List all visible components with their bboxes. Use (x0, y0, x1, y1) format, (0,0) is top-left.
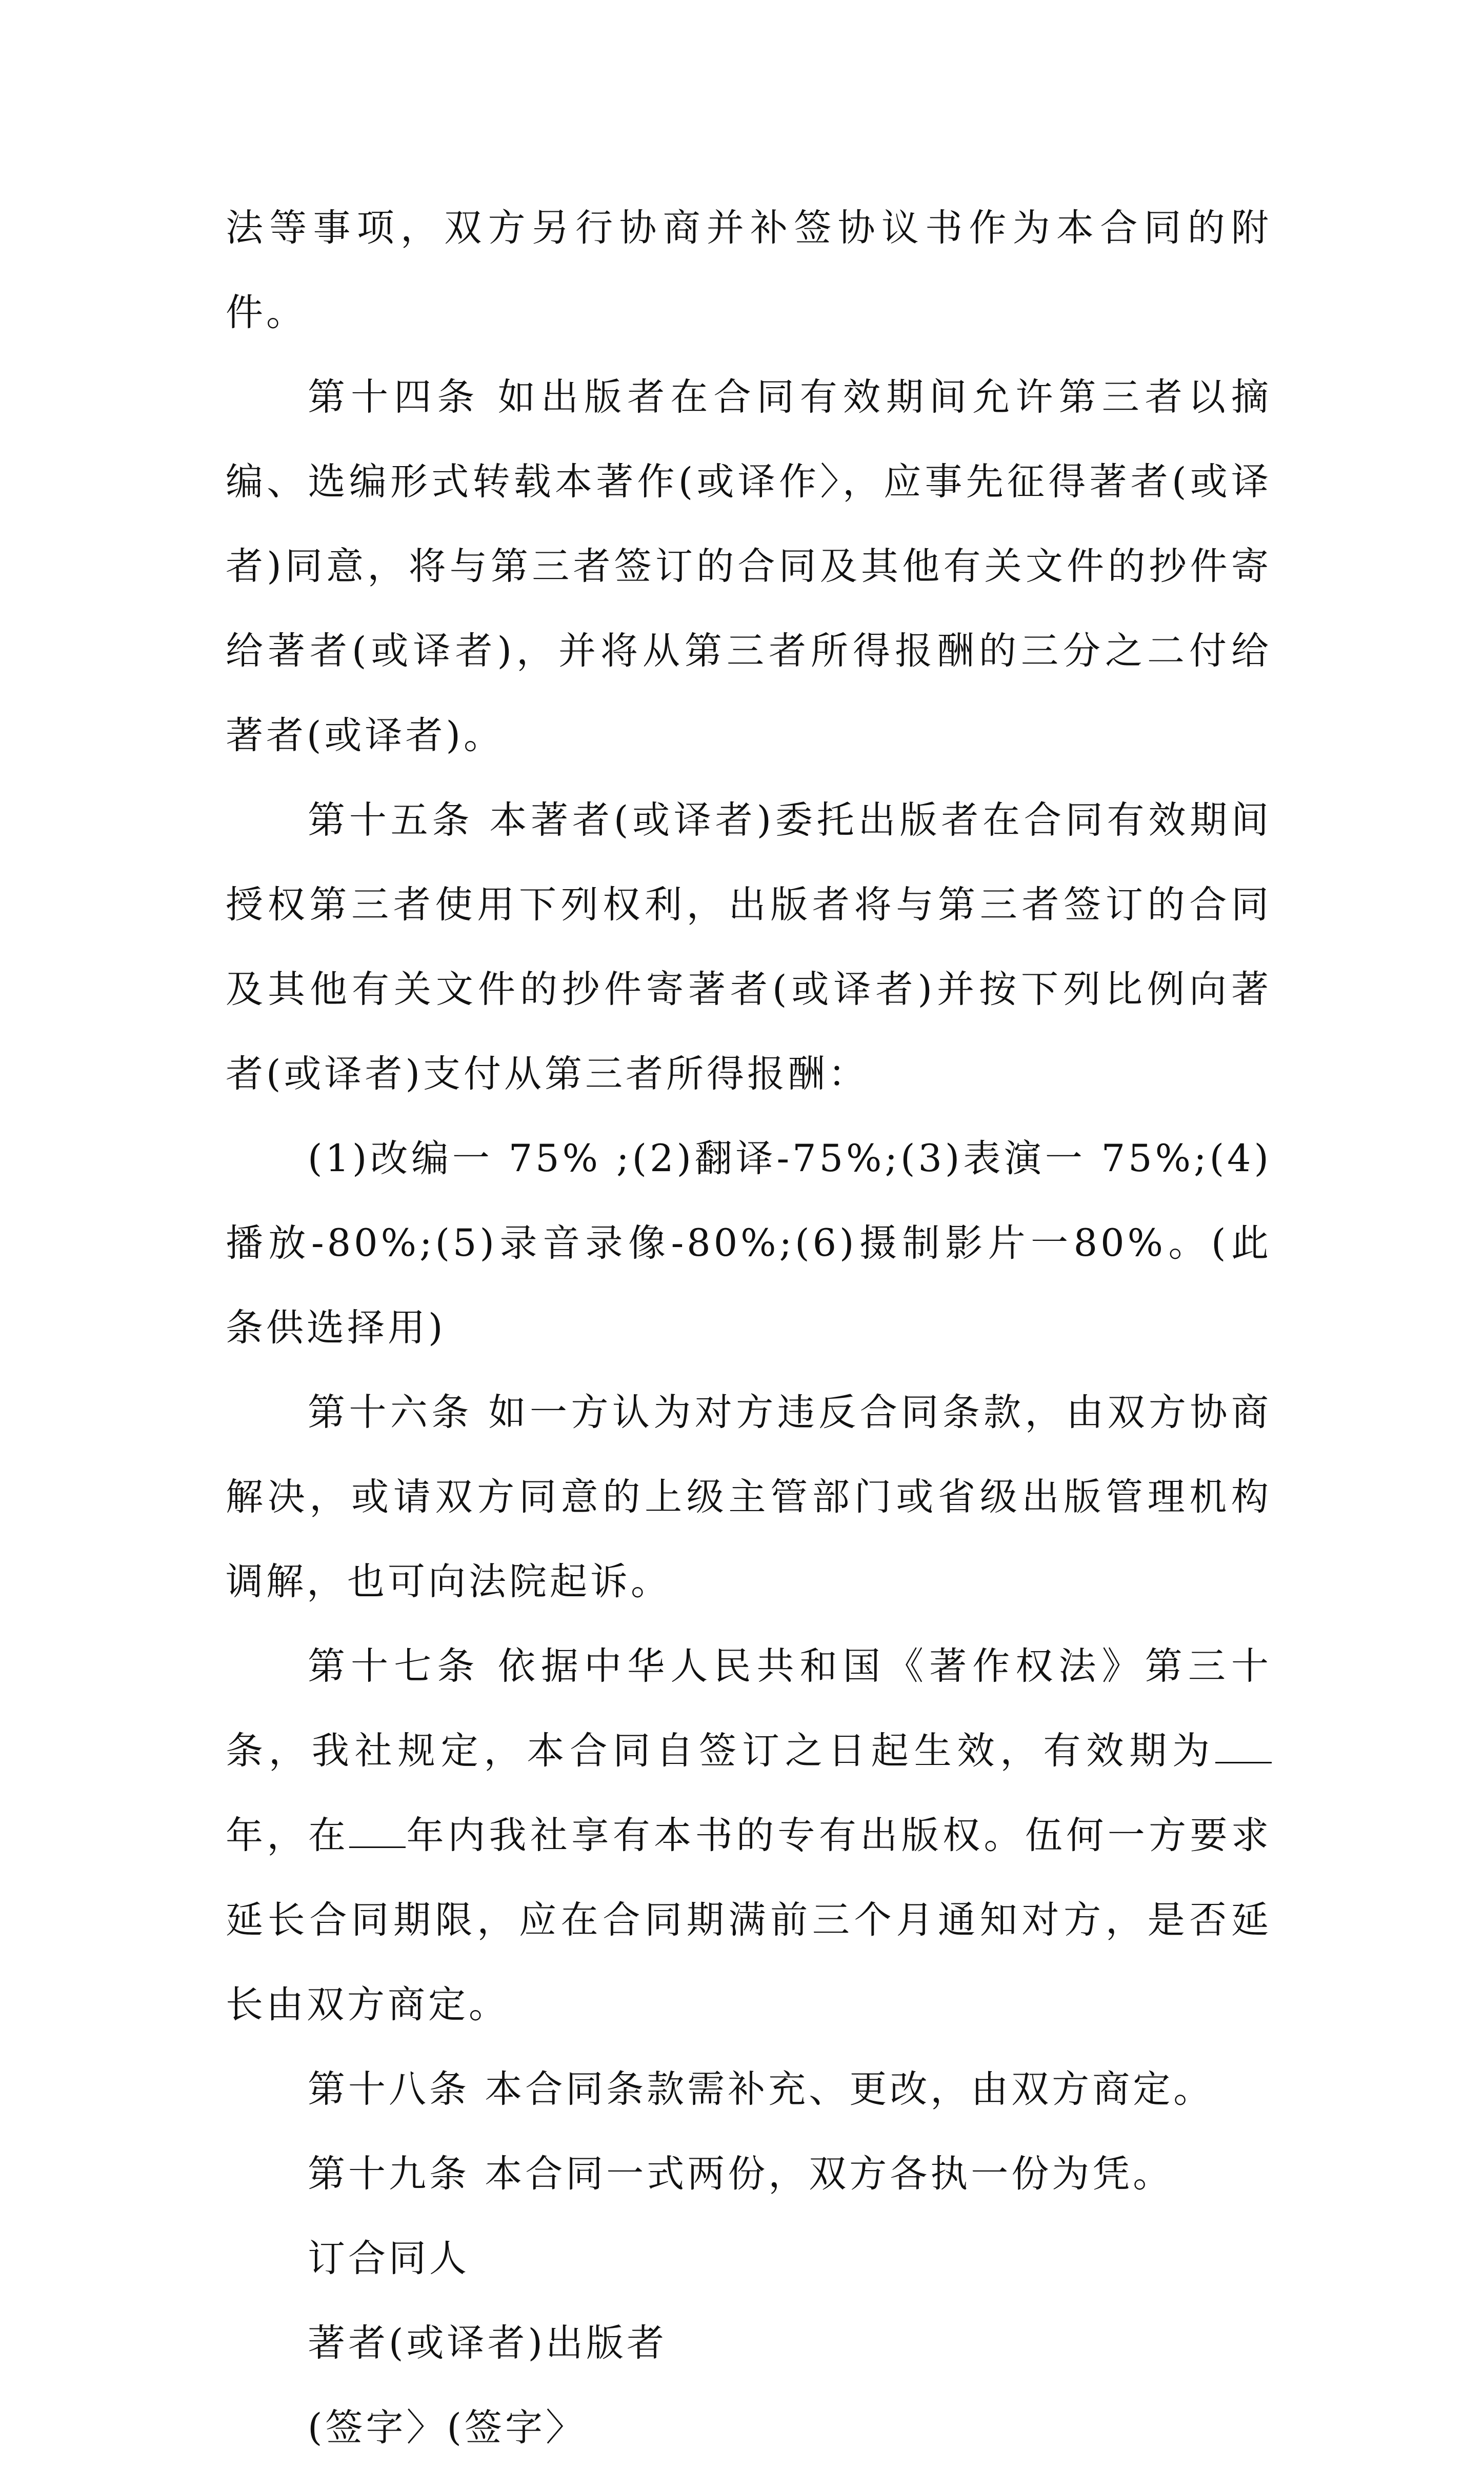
exclusive-years-blank (349, 1816, 406, 1848)
paragraph-article-14: 第十四条 如出版者在合同有效期间允许第三者以摘编、选编形式转载本著作(或译作〉，应事先征得著者(或译者)同意，将与第三者签订的合同及其他有关文件的抄件寄给著者(或译者)，并将从第三者所得报酬的三分之二付给著者(或译者)。 (226, 375, 1272, 757)
signatories-parties: 著者(或译者)出版者 (308, 2321, 667, 2365)
signatories-heading: 订合同人 (308, 2237, 470, 2280)
paragraph-article-15: 第十五条 本著者(或译者)委托出版者在合同有效期间授权第三者使用下列权利，出版者将与第三者签订的合同及其他有关文件的抄件寄著者(或译者)并按下列比例向著者(或译者)支付从第三者所得报酬： (226, 798, 1272, 1096)
contract-body (226, 186, 1272, 2470)
signature-labels: (签字〉(签字〉 (308, 2406, 586, 2449)
paragraph-article-17 (226, 1624, 1272, 2047)
article-17-text-part2: 年，在 (226, 1814, 350, 1857)
paragraph-article-19: 第十九条 本合同一式两份，双方各执一份为凭。 (308, 2152, 1174, 2196)
paragraph-royalty-rates: (1)改编一 75% ;(2)翻译-75%;(3)表演一 75%;(4)播放-80%;(5)录音录像-80%;(6)摄制影片一80%。(此条供选择用) (226, 1137, 1272, 1350)
paragraph-attachment-clause: 法等事项，双方另行协商并补签协议书作为本合同的附件。 (226, 206, 1272, 334)
article-17-text-part1: 第十七条 依据中华人民共和国《著作权法》第三十条，我社规定，本合同自签订之日起生效，有效期为 (226, 1644, 1272, 1773)
article-17-text-part3: 年内我社享有本书的专有出版权。伍何一方要求延长合同期限，应在合同期满前三个月通知对方，是否延长由双方商定。 (226, 1814, 1272, 2026)
validity-years-blank (1215, 1731, 1272, 1763)
paragraph-article-18: 第十八条 本合同条款需补充、更改，由双方商定。 (308, 2067, 1214, 2111)
paragraph-article-16: 第十六条 如一方认为对方违反合同条款，由双方协商解决，或请双方同意的上级主管部门或省级出版管理机构调解，也可向法院起诉。 (226, 1391, 1272, 1603)
